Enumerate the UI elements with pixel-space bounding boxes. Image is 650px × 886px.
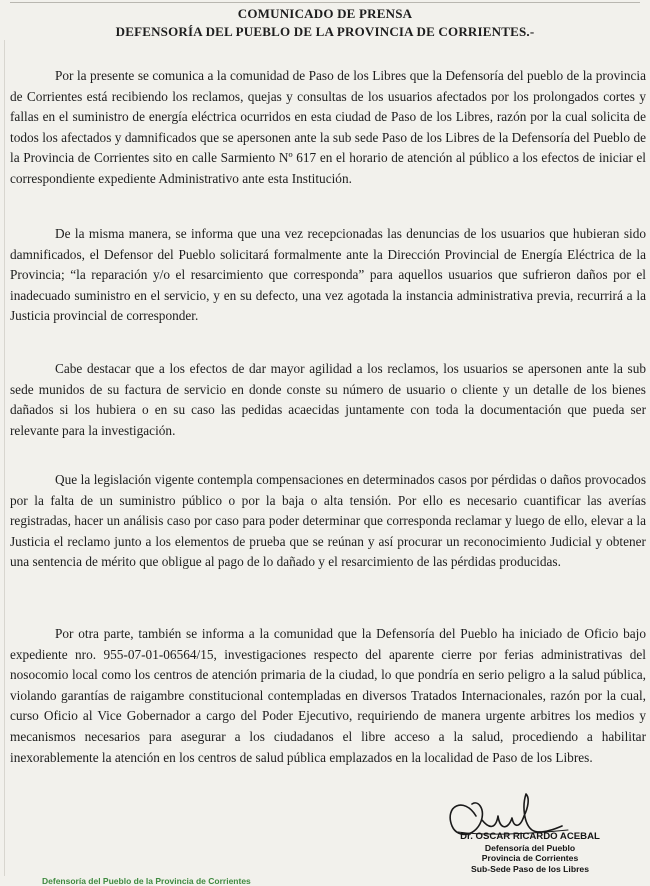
document-subtitle: DEFENSORÍA DEL PUEBLO DE LA PROVINCIA DE CORRIENTES.-	[115, 24, 535, 39]
left-margin-line	[4, 40, 5, 876]
stamp-office: Defensoría del Pueblo	[484, 842, 576, 853]
paragraph-4: Que la legislación vigente contempla compensaciones en determinados casos por pérdidas o daños provocados por la falta de un suministro público o por la baja o alta tensión. Por ello es necesario cuantificar las averías registradas, hacer un análisis caso por caso para poder determinar que corresponda reclamar y luego de ello, elevar a la Justicia el reclamo junto a los elementos de prueba que se reúnan y así procurar un reconocimiento Judicial y obtener una sentencia de mérito que obligue al pago de lo dañado y el resarcimiento de las pérdidas producidas.	[10, 472, 646, 570]
top-rule	[10, 2, 640, 3]
signatory-name: Dr. OSCAR RICARDO ACEBAL	[460, 831, 600, 842]
document-title: COMUNICADO DE PRENSA	[237, 6, 413, 21]
paragraph-2: De la misma manera, se informa que una vez recepcionadas las denuncias de los usuarios que hubieran sido damnificados, el Defensor del Pueblo solicitará formalmente ante la Dirección Provincial de Energía Eléctrica de la Provincia; “la reparación y/o el resarcimiento que corresponda” para aquellos usuarios que sufrieron daños por el inadecuado suministro en el servicio, y en su defecto, una vez agotada la instancia administrativa previa, recurrirá a la Justicia provincial de corresponder.	[10, 226, 646, 324]
paragraph-5: Por otra parte, también se informa a la comunidad que la Defensoría del Pueblo ha iniciado de Oficio bajo expediente nro. 955-07-01-06564/15, investigaciones respecto del aparente cierre por ferias administrativas del nosocomio local como los centros de atención primaria de la ciudad, lo que pondría en serio peligro a la salud pública, violando garantías de raigambre constitucional contempladas en diversos Tratados Internacionales, razón por la cual, curso Oficio al Vice Gobernador a cargo del Poder Ejecutivo, requiriendo de manera urgente arbitres los medios y mecanismos necesarios para asegurar a los ciudadanos el libre acceso a la salud, procediendo a habilitar inexorablemente la atención en los centros de salud pública emplazados en la localidad de Paso de los Libres.	[10, 626, 646, 765]
paragraph-1: Por la presente se comunica a la comunidad de Paso de los Libres que la Defensoría del pueblo de la provincia de Corrientes está recibiendo los reclamos, quejas y consultas de los usuarios afectados por los prolongados cortes y fallas en el suministro de energía eléctrica ocurridos en esta ciudad de Paso de los Libres, razón por la cual solicita de todos los afectados y damnificados que se apersonen ante la sub sede Paso de los Libres de la Defensoría del Pueblo de la Provincia de Corrientes sito en calle Sarmiento Nº 617 en el horario de atención al público a los efectos de iniciar el correspondiente expediente Administrativo ante esta Institución.	[10, 68, 646, 186]
stamp-province: Provincia de Corrientes	[481, 853, 579, 864]
footer-letterhead: Defensoría del Pueblo de la Provincia de Corrientes	[42, 876, 251, 886]
stamp-subsede: Sub-Sede Paso de los Libres	[471, 863, 589, 874]
signature-stamp	[430, 832, 630, 874]
paragraph-3: Cabe destacar que a los efectos de dar mayor agilidad a los reclamos, los usuarios se apersonen ante la sub sede munidos de su factura de servicio en donde conste su número de usuario o cliente y un detalle de los bienes dañados si los hubiera o en su caso las pedidas acaecidas juntamente con toda la documentación que pueda ser relevante para la investigación.	[10, 361, 646, 438]
